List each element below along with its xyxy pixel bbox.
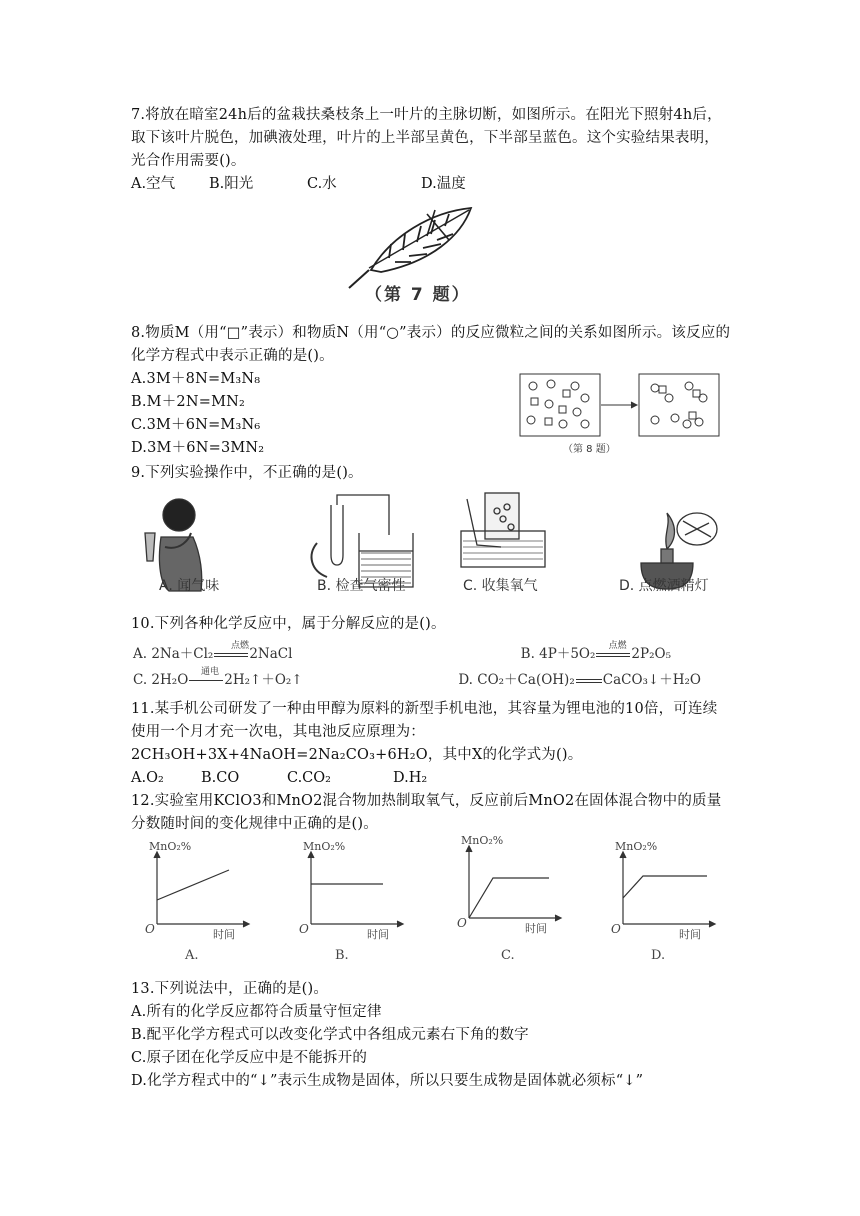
q8-text: 8.物质M（用“□”表示）和物质N（用“○”表示）的反应微粒之间的关系如图所示。该反应的化学方程式中表示正确的是()。 bbox=[131, 325, 731, 364]
q12-text: 12.实验室用KClO3和MnO2混合物加热制取氧气，反应前后MnO2在固体混合物中的质量分数随时间的变化规律中正确的是()。 bbox=[131, 793, 722, 832]
q11-option-d: D.H₂ bbox=[393, 770, 428, 786]
q12-graph-c-plot bbox=[449, 838, 569, 934]
q11-option-a: A.O₂ bbox=[131, 770, 164, 786]
q10-eq-d bbox=[458, 668, 701, 692]
q12-graph-c-label: C. bbox=[501, 948, 515, 963]
q9-caption-a: A. 闻气味 bbox=[159, 578, 220, 594]
q11-text: 11.某手机公司研发了一种由甲醇为原料的新型手机电池，其容量为锂电池的10倍，可连续使用一个月才充一次电，其电池反应原理为：2CH₃OH+3X+4NaOH=2Na₂CO₃+6H₂O，其中X的化学式为()。 bbox=[131, 701, 718, 763]
q7-options bbox=[131, 173, 731, 196]
q9-caption-b: B. 检查气密性 bbox=[317, 578, 406, 594]
q12-graph-a-plot bbox=[137, 844, 257, 940]
q8-option-b: B.M＋2N=MN₂ bbox=[131, 394, 246, 410]
q10-eq-c-right: 2H₂↑＋O₂↑ bbox=[224, 672, 303, 688]
q12-graph-d-xlabel: 时间 bbox=[679, 928, 701, 941]
q7-option-a: A.空气 bbox=[131, 176, 176, 192]
q12-graph-d-origin: O bbox=[611, 922, 621, 936]
q8-option-d: D.3M＋6N=3MN₂ bbox=[131, 440, 265, 456]
q11-option-c: C.CO₂ bbox=[287, 770, 331, 786]
q10-text: 10.下列各种化学反应中，属于分解反应的是()。 bbox=[131, 616, 446, 632]
q12-graph-a-label: A. bbox=[185, 948, 199, 963]
q9-text: 9.下列实验操作中，不正确的是()。 bbox=[131, 465, 363, 481]
q10-eq-b-left: B. 4P＋5O₂ bbox=[520, 646, 596, 662]
q10-eq-b-right: 2P₂O₅ bbox=[631, 646, 671, 662]
q7-option-b: B.阳光 bbox=[209, 176, 254, 192]
q12-graph-b-ylabel: MnO₂% bbox=[303, 840, 346, 853]
q11-options bbox=[131, 767, 731, 790]
q10-eq-d-right: CaCO₃↓＋H₂O bbox=[602, 672, 701, 688]
q12-graph-b-xlabel: 时间 bbox=[367, 928, 389, 941]
q13-option-d: D.化学方程式中的“↓”表示生成物是固体，所以只要生成物是固体就必须标“↓” bbox=[131, 1073, 644, 1089]
q12-graph-a bbox=[137, 840, 257, 963]
q12-graphs bbox=[131, 834, 731, 972]
q11-option-b: B.CO bbox=[201, 770, 240, 786]
q9-caption-c: C. 收集氧气 bbox=[463, 578, 538, 594]
q9-figure bbox=[131, 485, 731, 605]
q13-option-b: B.配平化学方程式可以改变化学式中各组成元素右下角的数字 bbox=[131, 1027, 529, 1043]
q7-option-c: C.水 bbox=[307, 176, 337, 192]
q12-graph-d-plot bbox=[603, 844, 723, 940]
q7-text: 7.将放在暗室24h后的盆栽扶桑枝条上一叶片的主脉切断，如图所示。在阳光下照射4h后，取下该叶片脱色，加碘液处理，叶片的上半部呈黄色，下半部呈蓝色。这个实验结果表明，光合作用需要()。 bbox=[131, 107, 722, 169]
exam-page bbox=[131, 104, 731, 1093]
q10-eq-b-condition: 点燃 bbox=[608, 641, 627, 651]
q8-block bbox=[131, 368, 731, 460]
q12-graph-c bbox=[449, 834, 569, 963]
q10-eq-a-left: A. 2Na＋Cl₂ bbox=[133, 646, 214, 662]
q8-figure-caption: （第 8 题） bbox=[563, 444, 616, 455]
q12-graph-b-plot bbox=[291, 844, 411, 940]
q12-graph-a-origin: O bbox=[145, 922, 155, 936]
q8-figure bbox=[519, 368, 725, 456]
q10-eq-c-condition: 通电 bbox=[201, 667, 220, 677]
q13-option-a: A.所有的化学反应都符合质量守恒定律 bbox=[131, 1004, 382, 1020]
q8-option-a: A.3M＋8N=M₃N₈ bbox=[131, 371, 261, 387]
q10-eq-d-left: D. CO₂＋Ca(OH)₂ bbox=[458, 672, 575, 688]
q10-eq-b bbox=[521, 642, 671, 666]
q12-graph-d-label: D. bbox=[651, 948, 666, 963]
q13-text: 13.下列说法中，正确的是()。 bbox=[131, 981, 329, 997]
q12-graph-c-ylabel: MnO₂% bbox=[461, 834, 504, 847]
q12-graph-b bbox=[291, 840, 411, 963]
q12-graph-c-origin: O bbox=[457, 916, 467, 930]
q13-option-c: C.原子团在化学反应中是不能拆开的 bbox=[131, 1050, 368, 1066]
q12-graph-a-ylabel: MnO₂% bbox=[149, 840, 192, 853]
q10-eq-c-left: C. 2H₂O bbox=[133, 672, 189, 688]
q12-graph-b-origin: O bbox=[299, 922, 309, 936]
q10-eq-c bbox=[133, 668, 303, 692]
q8-option-c: C.3M＋6N=M₃N₆ bbox=[131, 417, 261, 433]
particle-diagram bbox=[519, 368, 725, 440]
q10-eq-d-sign bbox=[576, 679, 602, 683]
q10-equations bbox=[131, 636, 731, 692]
q12-graph-a-xlabel: 时间 bbox=[213, 928, 235, 941]
q7-option-d: D.温度 bbox=[421, 176, 466, 192]
q7-figure bbox=[131, 196, 731, 318]
q12-graph-c-xlabel: 时间 bbox=[525, 922, 547, 935]
q10-eq-a-condition: 点燃 bbox=[231, 641, 250, 651]
q12-graph-d-ylabel: MnO₂% bbox=[615, 840, 658, 853]
q12-graph-d bbox=[603, 840, 723, 963]
q9-caption-d: D. 点燃酒精灯 bbox=[619, 578, 709, 594]
q7-figure-caption: （第 7 题） bbox=[365, 285, 471, 305]
q12-graph-b-label: B. bbox=[335, 948, 349, 963]
q10-eq-a-right: 2NaCl bbox=[249, 646, 293, 662]
